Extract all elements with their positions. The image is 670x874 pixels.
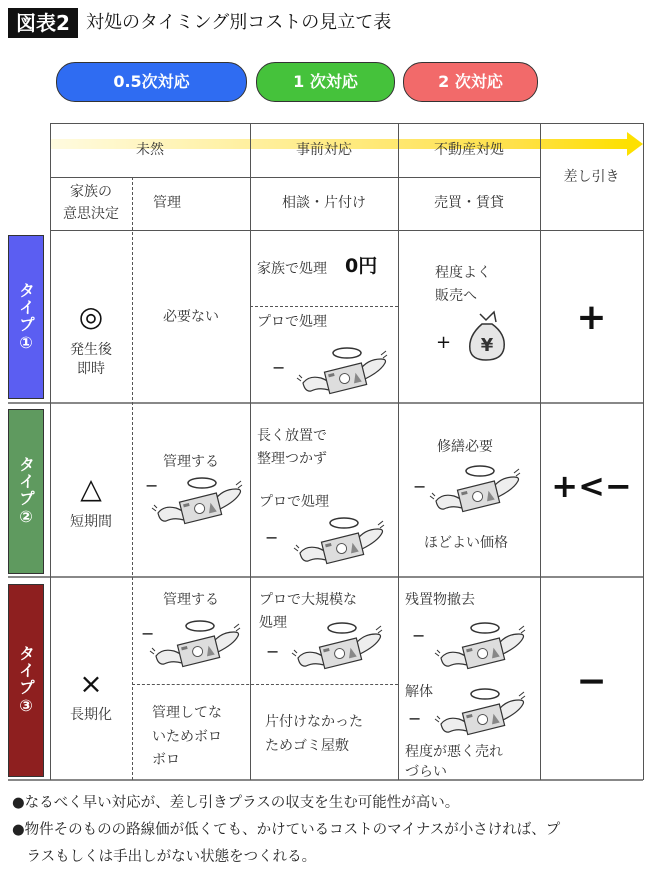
row1-pro: プロで処理 [257, 314, 327, 330]
minus-sign: − [413, 477, 427, 496]
minus-sign: − [145, 476, 159, 495]
type-1-label: タイプ① [8, 235, 44, 399]
note-3: ラスもしくは手出しがない状態をつくれる。 [12, 849, 317, 865]
svg-text:¥: ¥ [480, 335, 494, 356]
figure-title: 対処のタイミング別コストの見立て表 [86, 12, 392, 33]
row3-pro-2: 処理 [259, 615, 287, 631]
row3-result: − [576, 661, 607, 702]
row3-kanri: 管理する [163, 592, 219, 608]
grid-line [50, 230, 643, 231]
grid-line [8, 576, 643, 578]
row1-zero-yen: 0円 [345, 255, 378, 277]
note-1: ●なるべく早い対応が、差し引きプラスの収支を生む可能性が高い。 [12, 795, 460, 811]
row1-timing-1: 発生後 [70, 342, 112, 358]
double-circle-symbol: ◎ [78, 300, 104, 333]
header-baibai: 売買・賃貸 [434, 195, 504, 211]
row3-removal: 残置物撤去 [405, 592, 475, 608]
header-kazoku-1: 家族の [70, 184, 112, 200]
row2-pro: プロで処理 [259, 494, 329, 510]
pill-1st-response: 1 次対応 [256, 62, 395, 102]
flying-money-icon [433, 686, 528, 741]
minus-sign: − [272, 358, 286, 377]
grid-line [398, 123, 399, 780]
grid-line [50, 177, 540, 178]
row1-family: 家族で処理 [257, 261, 327, 277]
row3-neglect-3: ボロ [152, 752, 180, 768]
header-sashihiki: 差し引き [563, 169, 620, 185]
header-sodan: 相談・片付け [282, 195, 366, 211]
header-jizen: 事前対応 [296, 142, 352, 158]
flying-money-icon [150, 475, 245, 530]
row3-gomi-2: ためゴミ屋敷 [265, 738, 349, 754]
row3-neglect-1: 管理してな [152, 705, 222, 721]
grid-line [643, 123, 644, 780]
header-fudosan: 不動産対処 [434, 142, 504, 158]
header-kanri: 管理 [153, 195, 181, 211]
grid-line [250, 306, 398, 307]
type-3-label: タイプ③ [8, 584, 44, 777]
row3-timing: 長期化 [70, 707, 112, 723]
row1-result: + [576, 297, 607, 338]
plus-sign: + [436, 332, 452, 353]
minus-sign: − [266, 642, 280, 661]
grid-line [8, 402, 643, 404]
grid-line [132, 684, 398, 685]
triangle-symbol: △ [80, 472, 102, 505]
row2-kanri: 管理する [163, 454, 219, 470]
row3-neglect-2: いためボロ [152, 729, 222, 745]
row1-kanri: 必要ない [163, 309, 219, 325]
grid-line [250, 123, 251, 780]
row2-result: +<− [551, 467, 632, 505]
row1-sale-1: 程度よく [435, 265, 491, 281]
minus-sign: − [408, 709, 422, 728]
row1-timing-2: 即時 [77, 361, 105, 377]
flying-money-icon [148, 618, 243, 673]
row2-long-2: 整理つかず [257, 451, 327, 467]
type-2-label: タイプ② [8, 409, 44, 574]
row3-demolish: 解体 [405, 684, 433, 700]
row3-hard-2: づらい [405, 764, 447, 780]
header-misen: 未然 [136, 142, 164, 158]
row3-gomi-1: 片付けなかった [265, 714, 363, 730]
minus-sign: − [412, 626, 426, 645]
header-kazoku-2: 意思決定 [63, 206, 119, 222]
grid-line [132, 177, 133, 780]
pill-0-5-response: 0.5次対応 [56, 62, 247, 102]
cross-symbol: × [79, 667, 103, 700]
flying-money-icon [428, 463, 523, 518]
minus-sign: − [141, 624, 155, 643]
row2-long-1: 長く放置で [257, 428, 327, 444]
row2-price: ほどよい価格 [424, 535, 508, 551]
note-2: ●物件そのものの路線価が低くても、かけているコストのマイナスが小さければ、プ [12, 822, 561, 838]
row1-sale-2: 販売へ [435, 288, 477, 304]
yen-money-bag-icon [466, 310, 508, 362]
row3-pro-1: プロで大規模な [259, 592, 357, 608]
flying-money-icon [292, 515, 387, 570]
row2-repair: 修繕必要 [437, 439, 493, 455]
row3-hard-1: 程度が悪く売れ [405, 744, 503, 760]
grid-line [50, 123, 643, 124]
flying-money-icon [433, 620, 528, 675]
figure-badge: 図表2 [8, 8, 78, 38]
grid-line [8, 779, 643, 781]
row2-timing: 短期間 [70, 514, 112, 530]
flying-money-icon [290, 620, 385, 675]
flying-money-icon [295, 345, 390, 400]
minus-sign: − [265, 528, 279, 547]
pill-2nd-response: 2 次対応 [403, 62, 538, 102]
